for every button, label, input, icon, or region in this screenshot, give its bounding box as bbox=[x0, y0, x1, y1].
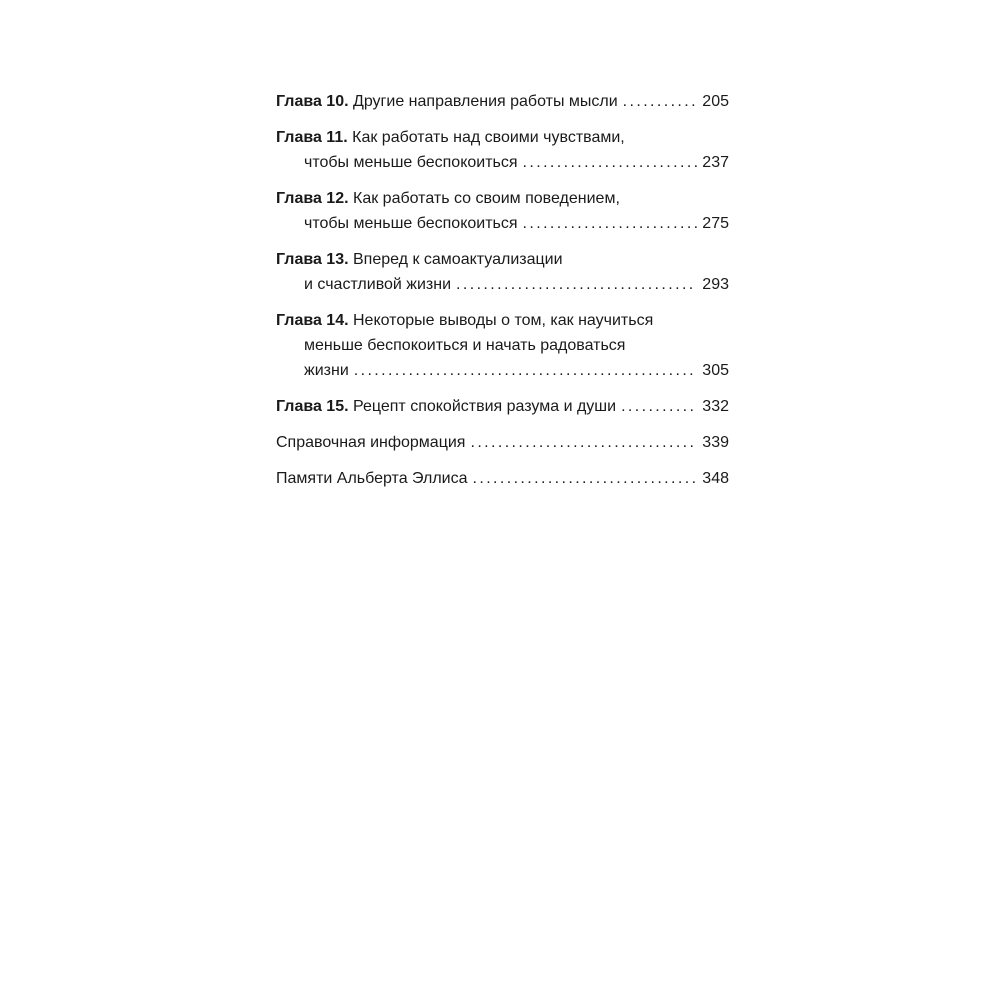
chapter-title: Вперед к самоактуализации bbox=[353, 251, 563, 268]
leader-dots bbox=[623, 89, 698, 114]
toc-entry-line bbox=[276, 89, 729, 114]
toc-entry-line bbox=[276, 186, 729, 211]
toc-entry-memorial bbox=[276, 466, 729, 491]
page-number: 348 bbox=[702, 470, 729, 487]
toc-entry-chapter-12 bbox=[276, 186, 729, 236]
page-number: 275 bbox=[702, 215, 729, 232]
toc-entry-line bbox=[276, 125, 729, 150]
toc-entry-line bbox=[276, 358, 729, 383]
chapter-title: Как работать со своим поведением, bbox=[353, 190, 620, 207]
toc-entry-line bbox=[276, 333, 729, 358]
chapter-label: Глава 10. bbox=[276, 93, 349, 110]
toc-entry-line bbox=[276, 247, 729, 272]
chapter-title: Рецепт спокойствия разума и души bbox=[353, 398, 617, 415]
leader-dots bbox=[523, 150, 698, 175]
chapter-label: Глава 12. bbox=[276, 190, 349, 207]
toc-entry-chapter-11 bbox=[276, 125, 729, 175]
page-number: 339 bbox=[702, 434, 729, 451]
page-number: 293 bbox=[702, 276, 729, 293]
toc-entry-line bbox=[276, 308, 729, 333]
page-number: 305 bbox=[702, 362, 729, 379]
toc-entry-chapter-14 bbox=[276, 308, 729, 383]
toc-entry-line bbox=[276, 394, 729, 419]
section-title: Памяти Альберта Эллиса bbox=[276, 470, 468, 487]
toc-entry-chapter-13 bbox=[276, 247, 729, 297]
toc-entry-line bbox=[276, 430, 729, 455]
chapter-label: Глава 13. bbox=[276, 251, 349, 268]
chapter-title: жизни bbox=[304, 362, 349, 379]
leader-dots bbox=[354, 358, 698, 383]
chapter-title: и счастливой жизни bbox=[304, 276, 452, 293]
toc-entry-line bbox=[276, 466, 729, 491]
page-number: 332 bbox=[702, 398, 729, 415]
chapter-title: чтобы меньше беспокоиться bbox=[304, 154, 518, 171]
leader-dots bbox=[470, 430, 697, 455]
section-title: Справочная информация bbox=[276, 434, 466, 451]
toc-entry-line bbox=[276, 150, 729, 175]
page-number: 205 bbox=[702, 93, 729, 110]
table-of-contents bbox=[276, 89, 729, 502]
chapter-title: чтобы меньше беспокоиться bbox=[304, 215, 518, 232]
leader-dots bbox=[523, 211, 698, 236]
toc-entry-line bbox=[276, 272, 729, 297]
chapter-title: меньше беспокоиться и начать радоваться bbox=[304, 337, 626, 354]
chapter-title: Другие направления работы мысли bbox=[353, 93, 618, 110]
toc-entry-chapter-15 bbox=[276, 394, 729, 419]
chapter-label: Глава 14. bbox=[276, 312, 349, 329]
toc-entry-reference-info bbox=[276, 430, 729, 455]
chapter-label: Глава 15. bbox=[276, 398, 349, 415]
toc-entry-chapter-10 bbox=[276, 89, 729, 114]
leader-dots bbox=[621, 394, 697, 419]
chapter-title: Некоторые выводы о том, как научиться bbox=[353, 312, 654, 329]
leader-dots bbox=[456, 272, 697, 297]
chapter-title: Как работать над своими чувствами, bbox=[352, 129, 625, 146]
chapter-label: Глава 11. bbox=[276, 129, 348, 146]
page-number: 237 bbox=[702, 154, 729, 171]
leader-dots bbox=[473, 466, 698, 491]
toc-entry-line bbox=[276, 211, 729, 236]
